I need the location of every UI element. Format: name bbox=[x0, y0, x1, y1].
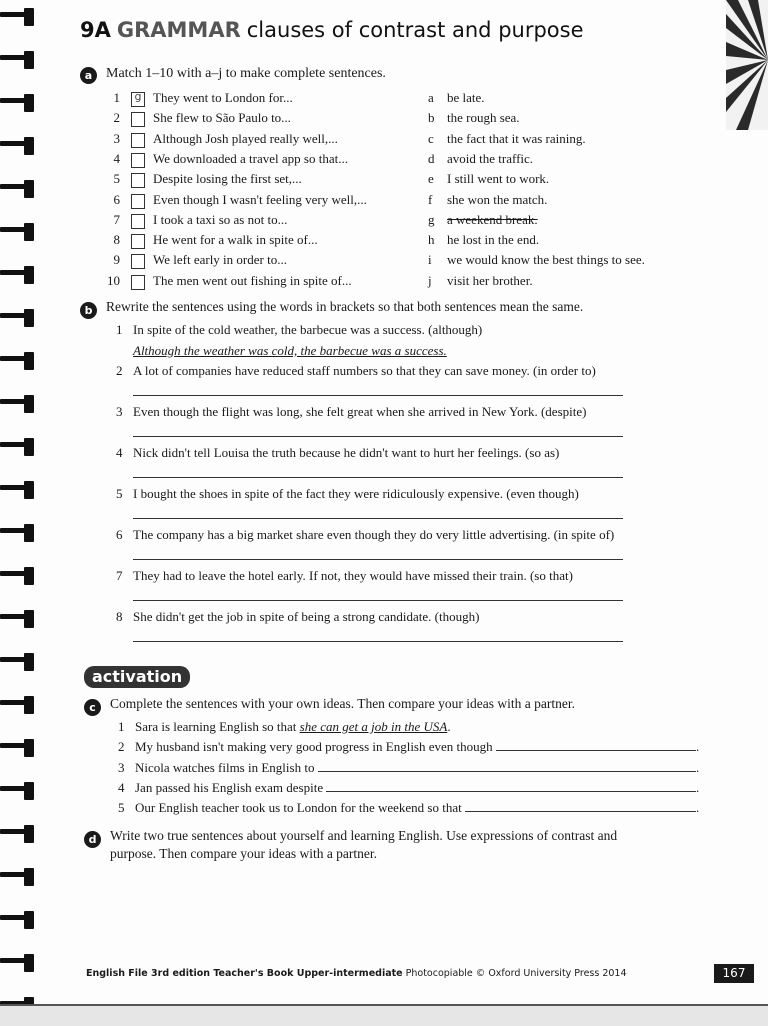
match-item-number: 9 bbox=[113, 252, 120, 268]
spiral-ring bbox=[0, 309, 36, 323]
answer-box[interactable] bbox=[131, 112, 145, 127]
match-sentence-start: They went to London for... bbox=[153, 90, 293, 105]
match-item-number: 4 bbox=[113, 150, 120, 166]
spiral-ring bbox=[0, 395, 36, 409]
completion-answer-line[interactable] bbox=[318, 771, 696, 772]
exercise-d-instruction-line2: purpose. Then compare your ideas with a partner. bbox=[110, 846, 378, 861]
completion-sentence-start: Nicola watches films in English to bbox=[135, 759, 315, 775]
exercise-a-badge: a bbox=[80, 67, 97, 84]
match-ending-letter: g bbox=[428, 211, 435, 227]
rewrite-answer-line[interactable] bbox=[133, 436, 623, 437]
completion-period: . bbox=[696, 779, 700, 795]
completion-item-number: 2 bbox=[118, 739, 125, 755]
rewrite-answer-line[interactable] bbox=[133, 641, 623, 642]
match-item-number: 5 bbox=[113, 171, 120, 187]
completion-sentence-start: Sara is learning English so that bbox=[135, 719, 297, 734]
answer-box[interactable] bbox=[131, 92, 145, 107]
spiral-ring bbox=[0, 8, 36, 22]
rewrite-answer-line[interactable] bbox=[133, 600, 623, 601]
spiral-ring bbox=[0, 438, 36, 452]
spiral-ring bbox=[0, 696, 36, 710]
section-label: GRAMMAR bbox=[116, 18, 241, 42]
exercise-b-example-answer: Although the weather was cold, the barbecue was a success. bbox=[133, 343, 447, 358]
rewrite-sentence: Nick didn't tell Louisa the truth because he didn't want to hurt her feelings. (so as) bbox=[133, 445, 560, 460]
rewrite-sentence: The company has a big market share even though they do very little advertising. (in spite of) bbox=[133, 527, 615, 542]
rewrite-item-number: 8 bbox=[116, 609, 123, 624]
completion-example-answer: she can get a job in the USA bbox=[299, 719, 448, 734]
match-ending-text: the rough sea. bbox=[447, 110, 520, 126]
completion-answer-line[interactable] bbox=[465, 811, 696, 812]
completion-sentence bbox=[135, 719, 451, 735]
match-item-number: 2 bbox=[113, 110, 120, 126]
completion-sentence-start: Our English teacher took us to London for the weekend so that bbox=[135, 800, 462, 816]
spiral-ring bbox=[0, 782, 36, 796]
exercise-d-instruction-line1: Write two true sentences about yourself and learning English. Use expressions of contrast and bbox=[110, 828, 618, 843]
completion-answer-line[interactable] bbox=[326, 791, 696, 792]
page-number: 167 bbox=[714, 964, 754, 983]
match-ending-text: she won the match. bbox=[447, 191, 548, 207]
completion-sentence bbox=[135, 780, 699, 796]
completion-sentence bbox=[135, 760, 699, 776]
completion-sentence-start: Jan passed his English exam despite bbox=[135, 779, 324, 795]
exercise-d-badge: d bbox=[84, 831, 101, 848]
rewrite-answer-line[interactable] bbox=[133, 477, 623, 478]
exercise-b-badge: b bbox=[80, 302, 97, 319]
match-ending-text: a weekend break. bbox=[447, 211, 538, 227]
rewrite-item-number: 2 bbox=[116, 363, 123, 378]
spiral-binding bbox=[0, 0, 40, 1024]
match-item-number: 10 bbox=[107, 272, 120, 288]
page-bottom-edge bbox=[0, 1004, 768, 1026]
spiral-ring bbox=[0, 954, 36, 968]
match-ending-text: the fact that it was raining. bbox=[447, 130, 586, 146]
match-ending-letter: c bbox=[428, 130, 434, 146]
match-ending-text: avoid the traffic. bbox=[447, 150, 534, 166]
page-title bbox=[80, 18, 584, 42]
answer-box[interactable] bbox=[131, 173, 145, 188]
completion-item-number: 1 bbox=[118, 719, 125, 734]
rewrite-item-number: 5 bbox=[116, 486, 123, 501]
topic-label: clauses of contrast and purpose bbox=[246, 18, 584, 42]
match-sentence-start: Despite losing the first set,... bbox=[153, 171, 302, 187]
footer-book-title: English File 3rd edition Teacher's Book Upper-intermediate bbox=[86, 968, 403, 979]
rewrite-item-number: 7 bbox=[116, 568, 123, 583]
rewrite-sentence: In spite of the cold weather, the barbecue was a success. (although) bbox=[133, 322, 483, 337]
match-ending-letter: a bbox=[428, 90, 434, 105]
rewrite-sentence: A lot of companies have reduced staff numbers so that they can save money. (in order to) bbox=[133, 363, 596, 378]
match-item-number: 3 bbox=[113, 130, 120, 146]
spiral-ring bbox=[0, 524, 36, 538]
match-sentence-start: I took a taxi so as not to... bbox=[153, 211, 288, 227]
completion-item-number: 4 bbox=[118, 779, 125, 795]
completion-sentence-start: My husband isn't making very good progress in English even though bbox=[135, 739, 493, 755]
match-ending-letter: b bbox=[428, 110, 435, 126]
completion-period: . bbox=[696, 800, 700, 816]
spiral-ring bbox=[0, 223, 36, 237]
match-item-number: 1 bbox=[113, 90, 120, 105]
answer-box[interactable] bbox=[131, 133, 145, 148]
answer-box[interactable] bbox=[131, 254, 145, 269]
exercise-b-instruction: Rewrite the sentences using the words in brackets so that both sentences mean the same. bbox=[106, 299, 584, 314]
rewrite-sentence: She didn't get the job in spite of being a strong candidate. (though) bbox=[133, 609, 480, 624]
exercise-c-instruction: Complete the sentences with your own ideas. Then compare your ideas with a partner. bbox=[110, 696, 575, 711]
rewrite-item-number: 6 bbox=[116, 527, 123, 542]
answer-box[interactable] bbox=[131, 153, 145, 168]
spiral-ring bbox=[0, 352, 36, 366]
match-sentence-start: Although Josh played really well,... bbox=[153, 130, 338, 146]
spiral-ring bbox=[0, 266, 36, 280]
spiral-ring bbox=[0, 51, 36, 65]
corner-sunburst-decoration bbox=[726, 0, 768, 130]
completion-item-number: 5 bbox=[118, 800, 125, 816]
match-sentence-start: The men went out fishing in spite of... bbox=[153, 272, 352, 288]
match-sentence-start: She flew to São Paulo to... bbox=[153, 110, 291, 126]
match-ending-text: we would know the best things to see. bbox=[447, 252, 645, 268]
spiral-ring bbox=[0, 739, 36, 753]
match-ending-text: I still went to work. bbox=[447, 171, 550, 187]
spiral-ring bbox=[0, 180, 36, 194]
match-ending-letter: e bbox=[428, 171, 434, 187]
exercise-c-badge: c bbox=[84, 699, 101, 716]
spiral-ring bbox=[0, 653, 36, 667]
completion-sentence bbox=[135, 800, 699, 816]
match-ending-letter: i bbox=[428, 252, 432, 268]
completion-sentence bbox=[135, 739, 699, 755]
match-item-number: 8 bbox=[113, 232, 120, 248]
answer-box-value: g bbox=[134, 90, 142, 103]
activation-label: activation bbox=[84, 666, 190, 688]
match-ending-letter: f bbox=[428, 191, 433, 207]
spiral-ring bbox=[0, 911, 36, 925]
match-sentence-start: Even though I wasn't feeling very well,... bbox=[153, 191, 367, 207]
rewrite-sentence: I bought the shoes in spite of the fact they were ridiculously expensive. (even though) bbox=[133, 486, 579, 501]
match-ending-letter: h bbox=[428, 232, 435, 248]
rewrite-sentence: They had to leave the hotel early. If not, they would have missed their train. (so that) bbox=[133, 568, 573, 583]
match-ending-text: be late. bbox=[447, 90, 485, 105]
spiral-ring bbox=[0, 610, 36, 624]
match-ending-letter: j bbox=[428, 272, 432, 288]
match-item-number: 6 bbox=[113, 191, 120, 207]
spiral-ring bbox=[0, 825, 36, 839]
footer-credit bbox=[86, 968, 627, 979]
exercise-a-instruction: Match 1–10 with a–j to make complete sentences. bbox=[106, 66, 386, 81]
spiral-ring bbox=[0, 94, 36, 108]
spiral-ring bbox=[0, 137, 36, 151]
rewrite-sentence: Even though the flight was long, she felt great when she arrived in New York. (despite) bbox=[133, 404, 587, 419]
footer-rights: Photocopiable © Oxford University Press 2014 bbox=[405, 968, 627, 979]
completion-period: . bbox=[447, 719, 451, 734]
rewrite-item-number: 1 bbox=[116, 322, 123, 337]
rewrite-answer-line[interactable] bbox=[133, 395, 623, 396]
match-ending-text: visit her brother. bbox=[447, 272, 533, 288]
rewrite-item-number: 3 bbox=[116, 404, 123, 419]
rewrite-item-number: 4 bbox=[116, 445, 123, 460]
rewrite-answer-line[interactable] bbox=[133, 518, 623, 519]
completion-period: . bbox=[696, 759, 700, 775]
spiral-ring bbox=[0, 567, 36, 581]
spiral-ring bbox=[0, 481, 36, 495]
completion-answer-line[interactable] bbox=[496, 750, 696, 751]
match-sentence-start: He went for a walk in spite of... bbox=[153, 232, 318, 248]
match-item-number: 7 bbox=[113, 211, 120, 227]
completion-item-number: 3 bbox=[118, 759, 125, 775]
match-sentence-start: We left early in order to... bbox=[153, 252, 287, 268]
completion-period: . bbox=[696, 739, 700, 755]
unit-number: 9A bbox=[80, 18, 111, 42]
answer-box[interactable] bbox=[131, 234, 145, 249]
answer-box[interactable] bbox=[131, 275, 145, 290]
answer-box[interactable] bbox=[131, 214, 145, 229]
match-ending-text: he lost in the end. bbox=[447, 232, 540, 248]
match-ending-letter: d bbox=[428, 150, 435, 166]
answer-box[interactable] bbox=[131, 194, 145, 209]
spiral-ring bbox=[0, 868, 36, 882]
rewrite-answer-line[interactable] bbox=[133, 559, 623, 560]
match-sentence-start: We downloaded a travel app so that... bbox=[153, 150, 348, 166]
